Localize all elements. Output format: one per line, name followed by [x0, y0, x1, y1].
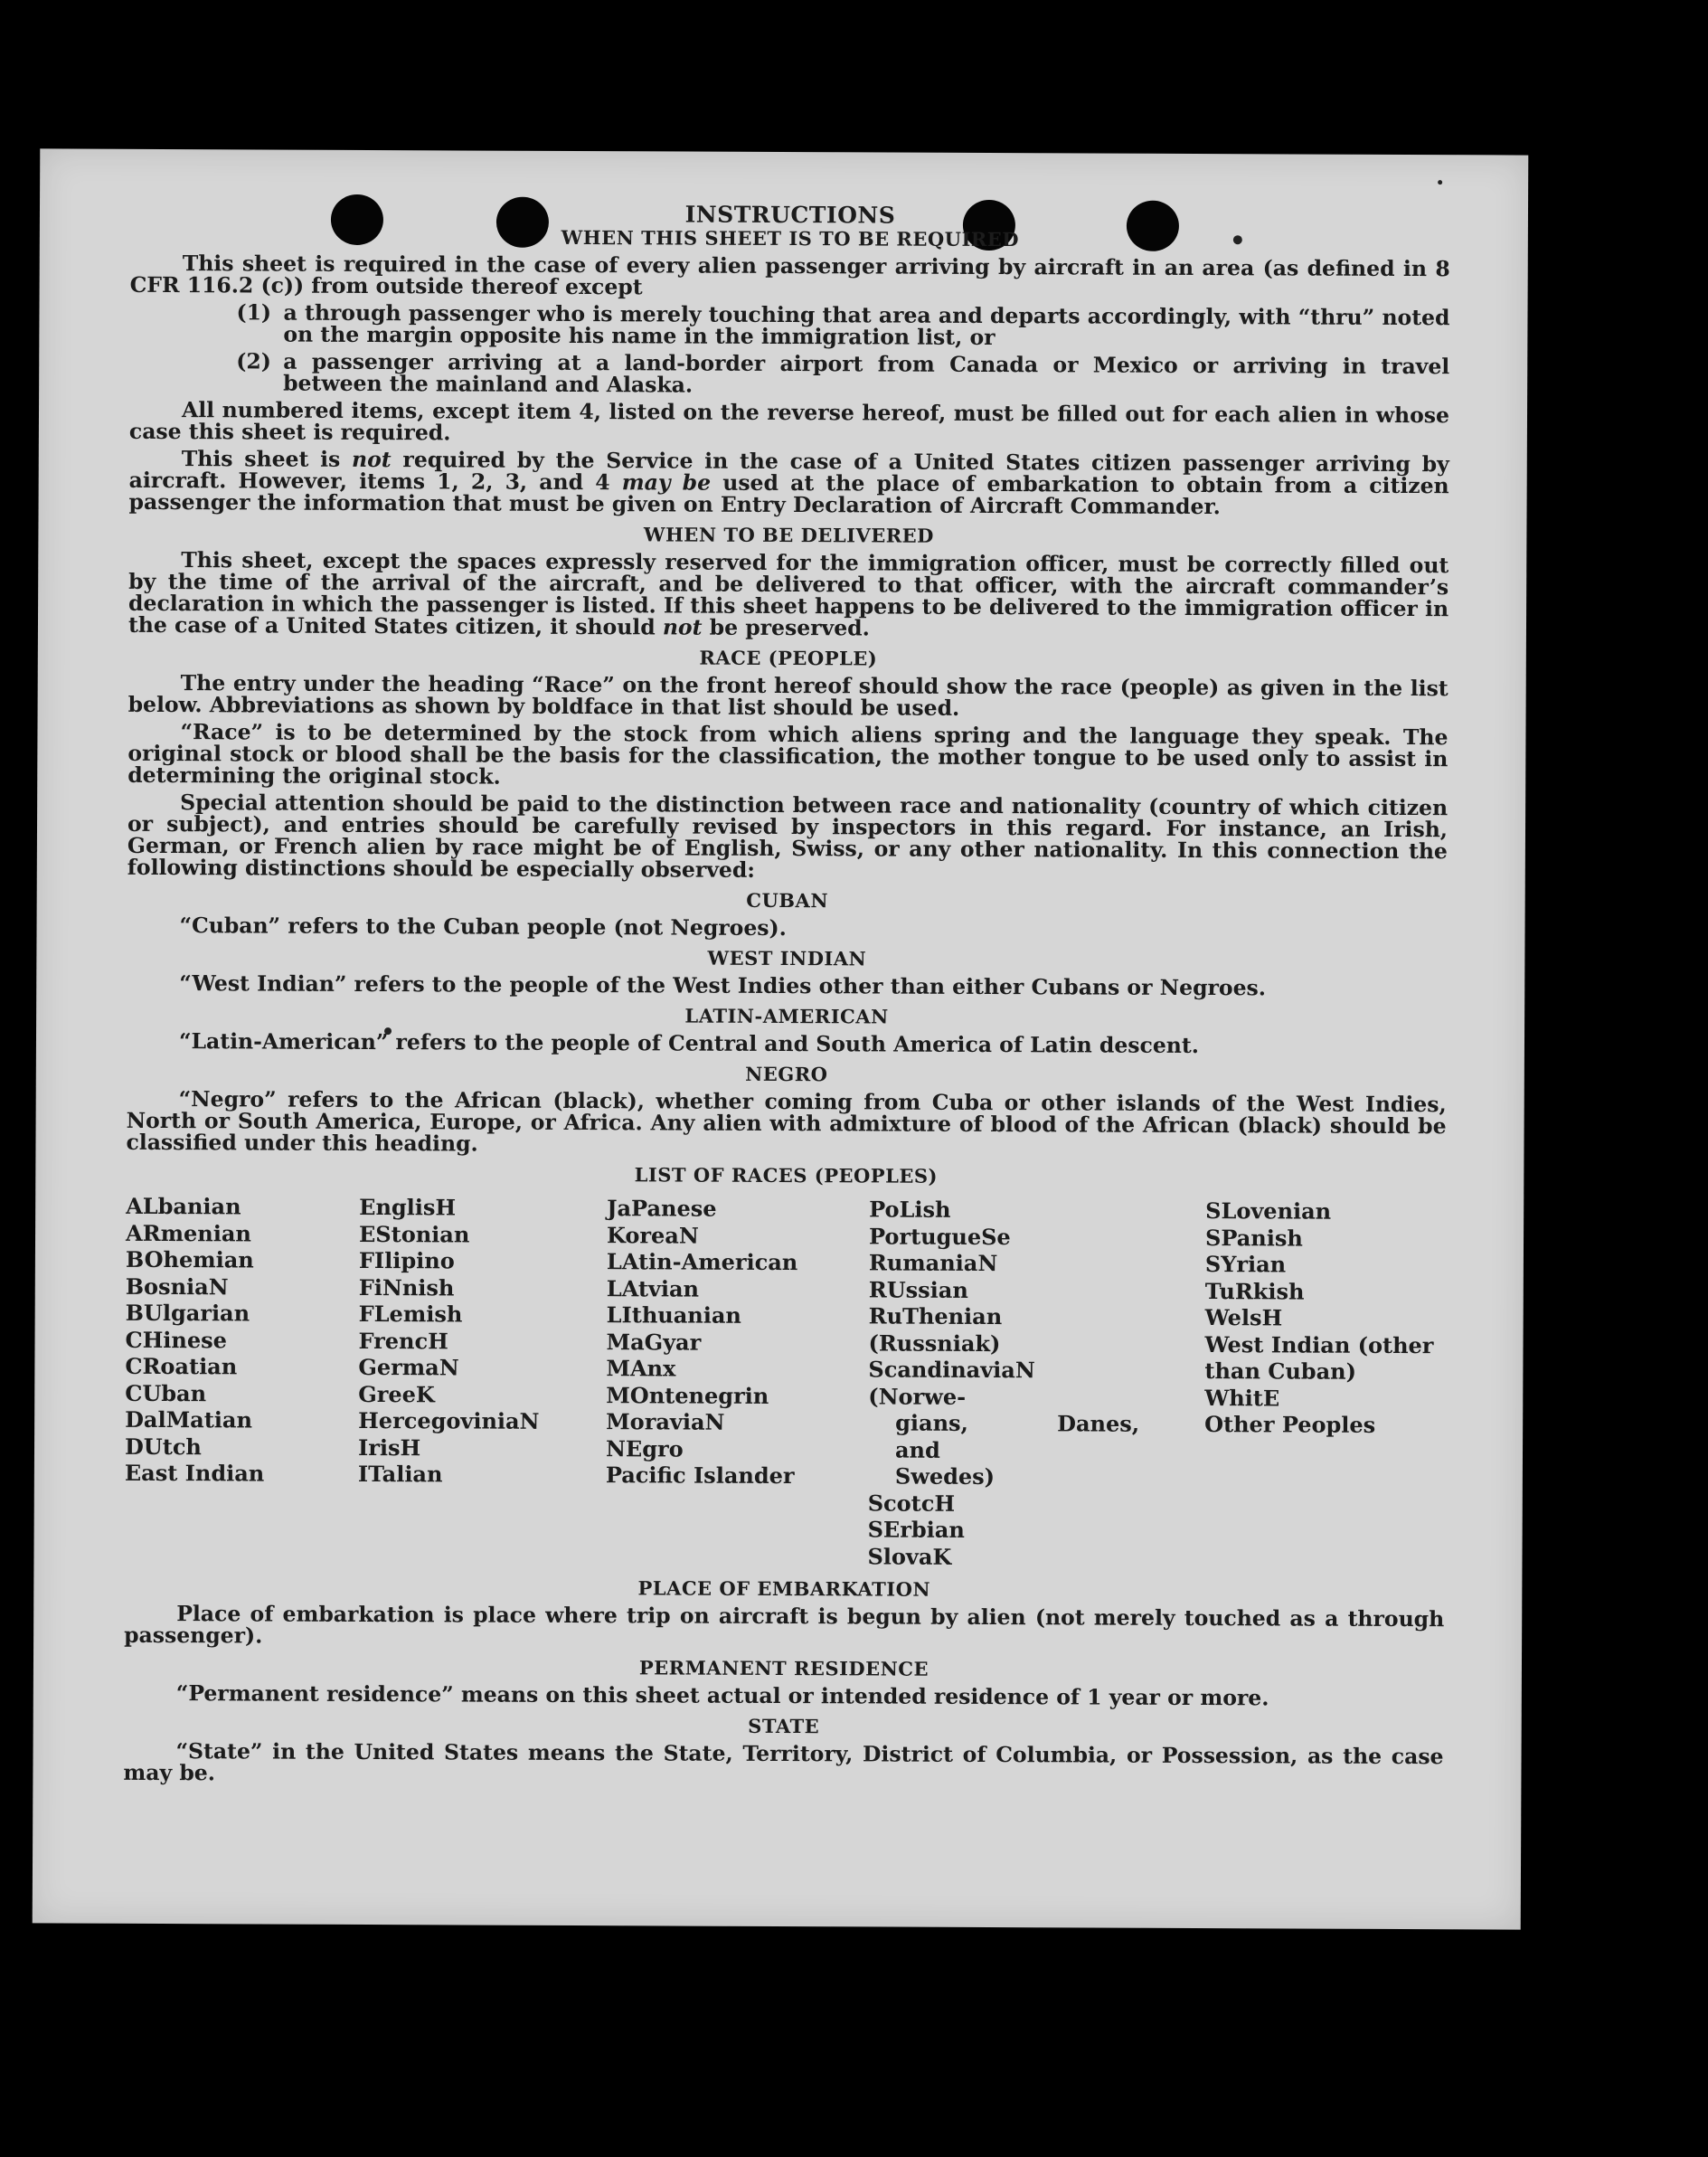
para-latin-american: “Latin-American” refers to the people of Central and South America of Latin descent. [178, 1028, 1200, 1059]
item-number: (2) [236, 348, 271, 374]
race-item: GermaN [358, 1353, 459, 1381]
races-column-4 [867, 1196, 1205, 1571]
exception-item-2 [129, 350, 1449, 399]
race-item: EnglisH [359, 1193, 457, 1221]
race-item: PoLish [869, 1196, 951, 1223]
race-item: LAtin-American [606, 1248, 798, 1276]
race-item: RUssian [868, 1275, 968, 1303]
heading-delivered: WHEN TO BE DELIVERED [643, 523, 934, 547]
race-item: GreeK [358, 1380, 435, 1407]
races-list [124, 1193, 1446, 1572]
race-item: CHinese [125, 1326, 228, 1353]
heading-negro: NEGRO [745, 1062, 828, 1086]
race-item: NEgro [605, 1434, 684, 1462]
item-text: a passenger arriving at a land-border airport from Canada or Mexico or arriving in travel between the mainland and Alaska. [283, 348, 1450, 398]
race-item: DUtch [124, 1433, 202, 1460]
races-column-1 [124, 1193, 359, 1567]
race-item: BUlgarian [125, 1299, 250, 1327]
race-item: WelsH [1204, 1304, 1283, 1331]
para-west-indian: “West Indian” refers to the people of the West Indies other than either Cubans or Negroes. [179, 970, 1267, 1001]
heading-west-indian: WEST INDIAN [707, 946, 867, 970]
race-item-continued: than Cuban) [1204, 1358, 1357, 1385]
para-required-3: This sheet is not required by the Service in the case of a United States citizen passenger arriving by aircraft. However, items 1, 2, 3, and 4 may be used at the place of embarkation to obtain from a citizen passenger the information that must be given on Entry Declaration of Aircraft Commander. [128, 446, 1449, 520]
heading-embarkation: PLACE OF EMBARKATION [637, 1576, 931, 1601]
para-embarkation: Place of embarkation is place where trip on aircraft is begun by alien (not merely touched as a through passenger). [124, 1601, 1445, 1649]
document-page [33, 148, 1529, 1929]
race-item: FiNnish [358, 1273, 455, 1301]
race-item: East Indian [124, 1459, 265, 1487]
race-item-continued: gians, Danes, and [894, 1409, 1140, 1463]
race-item: EStonian [358, 1220, 470, 1248]
race-item: Pacific Islander [605, 1462, 795, 1490]
race-item: SPanish [1204, 1224, 1303, 1252]
race-item: Other Peoples [1204, 1411, 1376, 1438]
instructions-content [123, 202, 1450, 1794]
race-item: SlovaK [867, 1542, 952, 1570]
race-item: ARmenian [125, 1219, 251, 1246]
race-item: ScotcH [867, 1489, 956, 1517]
race-item: BosniaN [125, 1272, 229, 1300]
races-column-2 [357, 1194, 607, 1568]
heading-required: WHEN THIS SHEET IS TO BE REQUIRED [561, 225, 1020, 251]
para-cuban: “Cuban” refers to the Cuban people (not Negroes). [179, 913, 787, 941]
heading-residence: PERMANENT RESIDENCE [638, 1656, 929, 1680]
race-item: TuRkish [1204, 1277, 1305, 1305]
para-state: “State” in the United States means the State, Territory, District of Columbia, or Possession, as the case may be. [123, 1738, 1444, 1786]
race-item: HercegoviniaN [358, 1406, 540, 1434]
race-item: IrisH [357, 1433, 421, 1461]
speck [1438, 180, 1442, 184]
race-item: MOntenegrin [606, 1381, 769, 1409]
para-race-1: The entry under the heading “Race” on the front hereof should show the race (people) as given in the list below. Abbreviations as shown by boldface in that list should be used. [127, 670, 1448, 721]
page-title: INSTRUCTIONS [684, 201, 896, 229]
race-item: SLovenian [1205, 1197, 1332, 1225]
races-column-5 [1203, 1197, 1446, 1572]
race-item: FrencH [358, 1327, 448, 1354]
para-required-2: All numbered items, except item 4, listed on the reverse hereof, must be filled out for each alien in whose case this sheet is required. [128, 397, 1450, 446]
race-item: LAtvian [606, 1274, 700, 1302]
race-item: MaGyar [606, 1328, 702, 1356]
race-item: DalMatian [125, 1405, 253, 1433]
heading-state: STATE [748, 1714, 820, 1738]
heading-races-list: LIST OF RACES (PEOPLES) [634, 1163, 939, 1187]
race-item: BOhemian [125, 1245, 254, 1273]
race-item: FLemish [358, 1300, 463, 1328]
race-item: RumaniaN [868, 1249, 998, 1277]
race-item: PortugueSe [868, 1222, 1011, 1250]
heading-cuban: CUBAN [746, 888, 829, 913]
para-race-2: “Race” is to be determined by the stock from which aliens spring and the language they speak. The original stock or blood shall be the basis for the classification, the mother tongue to be used only to assist in determining the original stock. [127, 719, 1448, 790]
race-item: KoreaN [606, 1221, 699, 1249]
race-item: ScandinaviaN (Norwe- [868, 1356, 1035, 1410]
race-item: MAnx [606, 1355, 676, 1382]
race-item-continued: Swedes) [894, 1462, 996, 1490]
heading-race: RACE (PEOPLE) [699, 646, 878, 670]
race-item: WhitE [1204, 1384, 1280, 1411]
race-item: CRoatian [125, 1352, 238, 1380]
race-item: MoraviaN [606, 1408, 725, 1435]
race-item: West Indian (other [1204, 1330, 1434, 1358]
race-item: FIlipino [358, 1246, 455, 1274]
para-residence: “Permanent residence” means on this sheet actual or intended residence of 1 year or more. [175, 1680, 1269, 1711]
race-item: LIthuanian [606, 1301, 741, 1329]
exception-item-1 [129, 301, 1449, 350]
race-item: ALbanian [126, 1192, 241, 1220]
para-delivered: This sheet, except the spaces expressly reserved for the immigration officer, must be correctly filled out by the time of the arrival of the aircraft, and be delivered to that officer, with the aircraft commander’s declaration in which the passenger is listed. If this sheet happens to be delivered to the immigration officer in the case of a United States citizen, it should not be preserved. [127, 547, 1449, 641]
races-column-3 [605, 1195, 869, 1569]
race-item: ITalian [357, 1460, 443, 1488]
para-required-1: This sheet is required in the case of every alien passenger arriving by aircraft in an area (as defined in 8 CFR 116.2 (c)) from outside thereof except [129, 251, 1450, 300]
race-item: RuThenian (Russniak) [868, 1302, 1003, 1357]
race-item: SYrian [1204, 1251, 1287, 1278]
heading-latin-american: LATIN-AMERICAN [684, 1004, 889, 1028]
item-number: (1) [236, 299, 272, 326]
race-item: CUban [125, 1379, 207, 1406]
item-text: a through passenger who is merely touching that area and departs accordingly, with “thru” noted on the margin opposite his name in the immigration list, or [283, 299, 1450, 351]
para-race-3: Special attention should be paid to the distinction between race and nationality (country of which citizen or subject), and entries should be carefully revised by inspectors in this regard. For instance, an Irish, German, or French alien by race might be of English, Swiss, or any other nationality. In this connection the following distinctions should be especially observed: [127, 790, 1448, 883]
race-item: SErbian [867, 1516, 965, 1543]
para-negro: “Negro” refers to the African (black), whether coming from Cuba or other islands of the West Indies, North or South America, Europe, or Africa. Any alien with admixture of blood of the African (black) should be classified under this heading. [126, 1086, 1447, 1157]
race-item: JaPanese [607, 1195, 717, 1222]
